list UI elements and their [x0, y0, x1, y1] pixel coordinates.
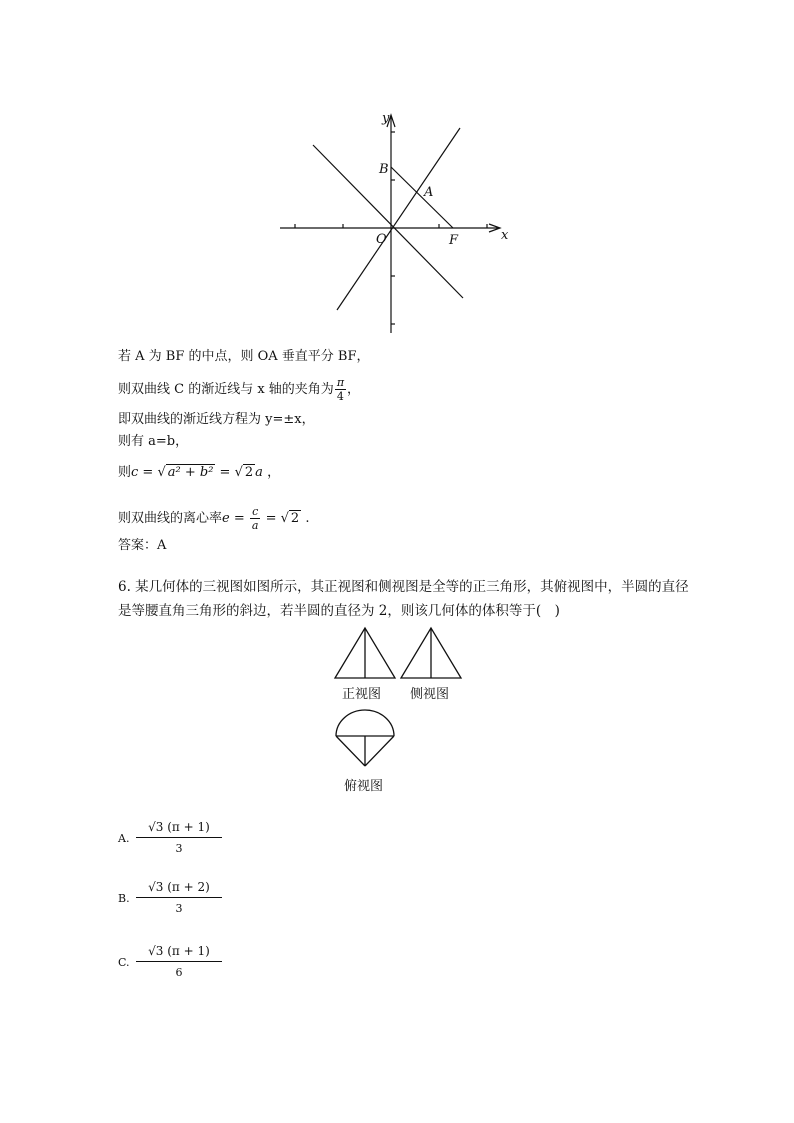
top-view-diagram — [334, 708, 396, 770]
option-b-denominator: 3 — [175, 902, 183, 915]
c-over-a-fraction: $\frac{c}{a}$ — [251, 505, 259, 532]
solution-line-3: 即双曲线的渐近线方程为 y=±x， — [118, 412, 315, 427]
x-axis-label: x — [501, 228, 509, 243]
front-view-label: 正视图 — [342, 687, 382, 702]
solution-line-2: 则双曲线 C 的渐近线与 x 轴的夹角为 $\frac{\pi}{4}$ ， — [118, 376, 361, 403]
origin-label: O — [376, 232, 387, 247]
solution-line-1: 若 A 为 BF 的中点，则 OA 垂直平分 BF， — [118, 349, 370, 364]
segment-bf — [391, 167, 453, 228]
solution-line-4: 则有 a=b， — [118, 434, 189, 449]
point-b-label: B — [379, 162, 389, 177]
option-c-letter: C. — [118, 956, 130, 969]
solution-line-6: 则双曲线的离心率e = $\frac{c}{a}$ = √ 2 . — [118, 505, 310, 532]
sqrt-2-eccentricity: √ 2 — [280, 511, 300, 526]
option-a-letter: A. — [118, 832, 130, 845]
option-b-numerator: √3 (π + 2) — [136, 880, 222, 898]
answer-line: 答案：A — [118, 538, 167, 553]
option-a-fraction — [136, 820, 222, 855]
option-b-letter: B. — [118, 892, 130, 905]
side-view-label: 侧视图 — [410, 687, 450, 702]
sqrt-2: √ 2 — [234, 465, 254, 480]
option-a-numerator: √3 (π + 1) — [136, 820, 222, 838]
point-a-label: A — [424, 185, 434, 200]
top-view-label: 俯视图 — [344, 779, 384, 794]
option-c-fraction — [136, 944, 222, 979]
y-axis-label: y — [382, 111, 390, 126]
option-c-numerator: √3 (π + 1) — [136, 944, 222, 962]
front-view-diagram — [333, 626, 397, 682]
asymptote-positive — [337, 128, 460, 310]
side-view-diagram — [399, 626, 463, 682]
point-f-label: F — [449, 233, 459, 248]
question-6-text: 6. 某几何体的三视图如图所示，其正视图和侧视图是全等的正三角形，其俯视图中，半圆的直径是等腰直角三角形的斜边，若半圆的直径为 2，则该几何体的体积等于( ) — [118, 579, 689, 619]
option-c-denominator: 6 — [175, 966, 183, 979]
solution-line-5: 则c = √ a² + b² = √ 2 a ， — [118, 465, 281, 480]
option-b-fraction — [136, 880, 222, 915]
coordinate-graph — [270, 105, 520, 340]
pi-over-4-fraction: $\frac{\pi}{4}$ — [336, 376, 345, 403]
option-a-denominator: 3 — [175, 842, 183, 855]
sqrt-a2-b2: √ a² + b² — [157, 465, 214, 480]
